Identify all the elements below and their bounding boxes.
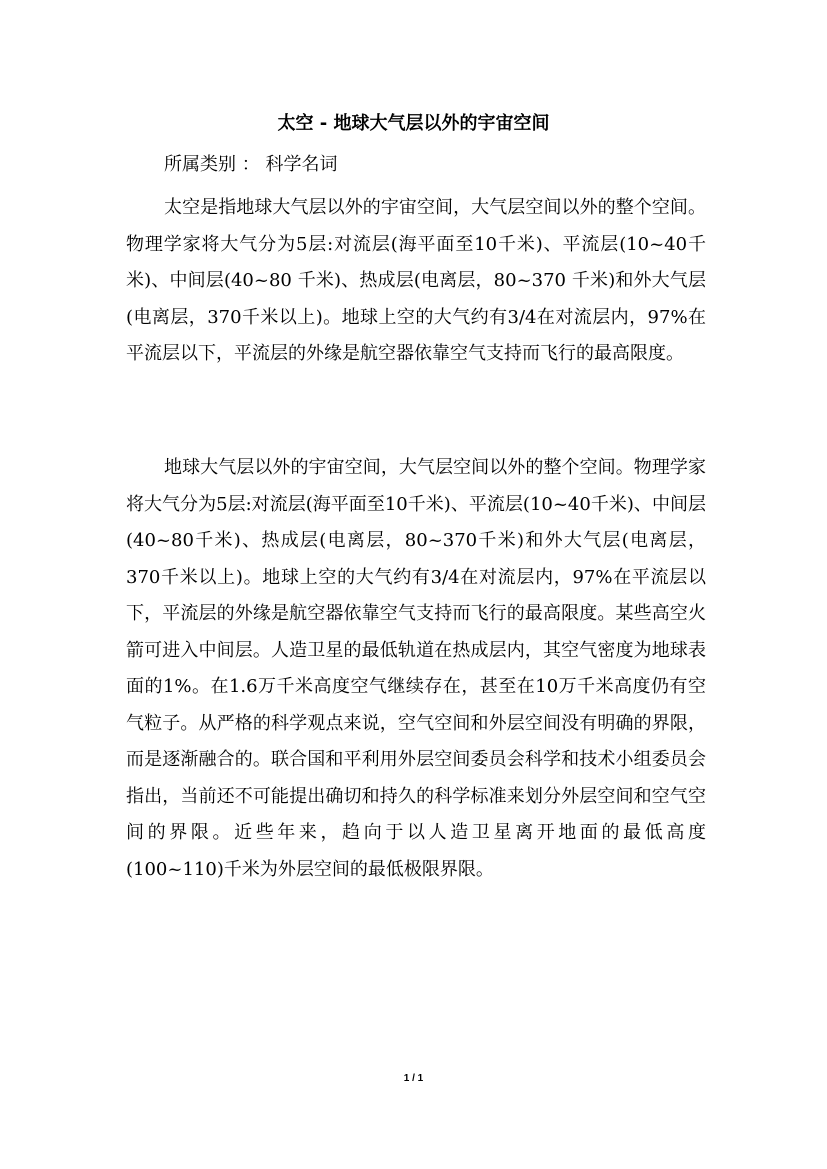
- page-title: 太空 - 地球大气层以外的宇宙空间: [277, 113, 550, 134]
- category-label: 所属类别 ： 科学名词: [164, 154, 338, 175]
- page-number: 1 / 1: [403, 1073, 424, 1084]
- paragraph-1: 太空是指地球大气层以外的宇宙空间，大气层空间以外的整个空间。物理学家将大气分为5层:对流层(海平面至10千米)、平流层(10~40千米)、中间层(40~80 千米)、热成层(电离层，80~370 千米)和外大气层(电离层，370千米以上)。地球上空的大气约有3/4在对流层内，97%在平流层以下，平流层的外缘是航空器依靠空气支持而飞行的最高限度。: [126, 197, 706, 364]
- paragraph-2: 地球大气层以外的宇宙空间，大气层空间以外的整个空间。物理学家将大气分为5层:对流层(海平面至10千米)、平流层(10~40千米)、中间层(40~80千米)、热成层(电离层，80~370千米)和外大气层(电离层，370千米以上)。地球上空的大气约有3/4在对流层内，97%在平流层以下，平流层的外缘是航空器依靠空气支持而飞行的最高限度。某些高空火箭可进入中间层。人造卫星的最低轨道在热成层内，其空气密度为地球表面的1%。在1.6万千米高度空气继续存在，甚至在10万千米高度仍有空气粒子。从严格的科学观点来说，空气空间和外层空间没有明确的界限，而是逐渐融合的。联合国和平利用外层空间委员会科学和技术小组委员会指出，当前还不可能提出确切和持久的科学标准来划分外层空间和空气空间的界限。近些年来，趋向于以人造卫星离开地面的最低高度(100~110)千米为外层空间的最低极限界限。: [126, 457, 706, 880]
